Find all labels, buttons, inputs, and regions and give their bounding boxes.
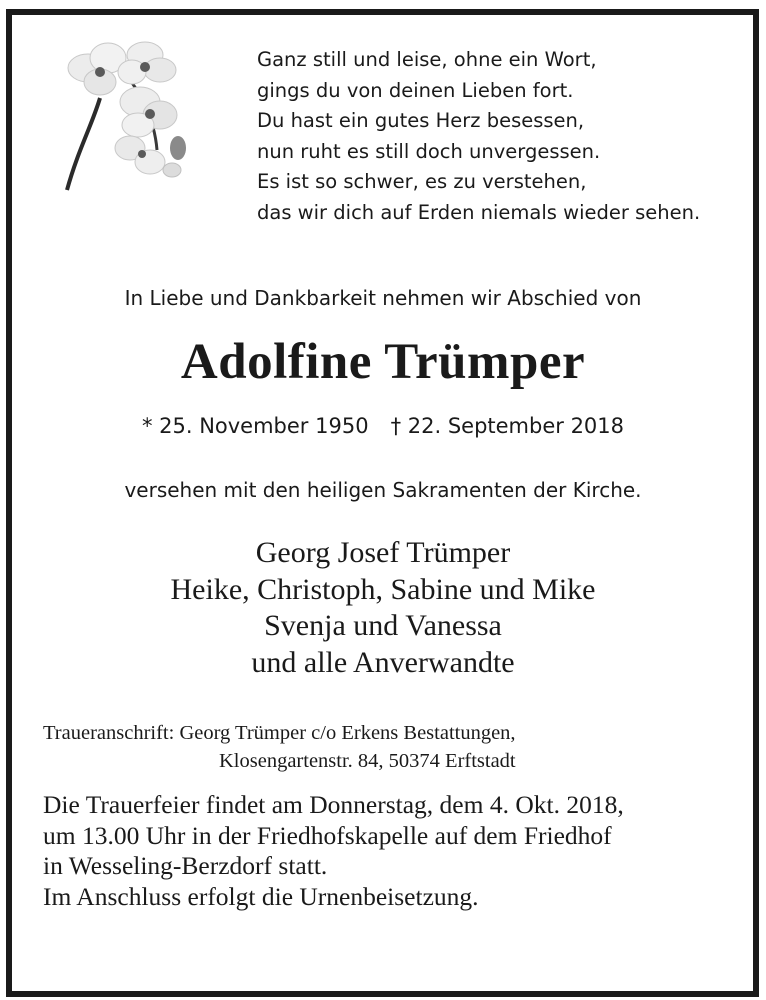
sacraments-note: versehen mit den heiligen Sakramenten der Kirche.	[124, 478, 642, 502]
service-line: in Wesseling-Berzdorf statt.	[43, 851, 328, 880]
poem-line: Ganz still und leise, ohne ein Wort,	[257, 48, 597, 71]
service-line: Die Trauerfeier findet am Donnerstag, dem 4. Okt. 2018,	[43, 790, 624, 819]
poem-line: Es ist so schwer, es zu verstehen,	[257, 170, 587, 193]
mourner-line: Georg Josef Trümper	[255, 536, 511, 569]
mourner-line: Heike, Christoph, Sabine und Mike	[170, 572, 596, 606]
mourning-address	[43, 719, 516, 775]
poem-line: das wir dich auf Erden niemals wieder sehen.	[257, 200, 701, 224]
mourner-line: Svenja und Vanessa	[264, 609, 502, 642]
service-line: um 13.00 Uhr in der Friedhofskapelle auf dem Friedhof	[43, 820, 612, 850]
poem-line: gings du von deinen Lieben fort.	[257, 78, 574, 102]
address-line-2: Klosengartenstr. 84, 50374 Erftstadt	[219, 750, 516, 772]
service-details	[43, 790, 624, 912]
farewell-intro: In Liebe und Dankbarkeit nehmen wir Abschied von	[124, 286, 642, 310]
death-date: † 22. September 2018	[390, 414, 625, 438]
deceased-name: Adolfine Trümper	[180, 334, 586, 390]
orchid-icon	[60, 40, 205, 192]
life-dates	[0, 414, 766, 438]
service-line: Im Anschluss erfolgt die Urnenbeisetzung.	[43, 881, 479, 911]
birth-date: * 25. November 1950	[141, 414, 369, 438]
poem	[257, 45, 700, 228]
poem-line: nun ruht es still doch unvergessen.	[257, 139, 601, 163]
poem-line: Du hast ein gutes Herz besessen,	[257, 109, 585, 132]
mourner-line: und alle Anverwandte	[251, 645, 515, 679]
mourners-list	[0, 535, 766, 681]
address-line-1: Traueranschrift: Georg Trümper c/o Erkens Bestattungen,	[43, 722, 516, 744]
